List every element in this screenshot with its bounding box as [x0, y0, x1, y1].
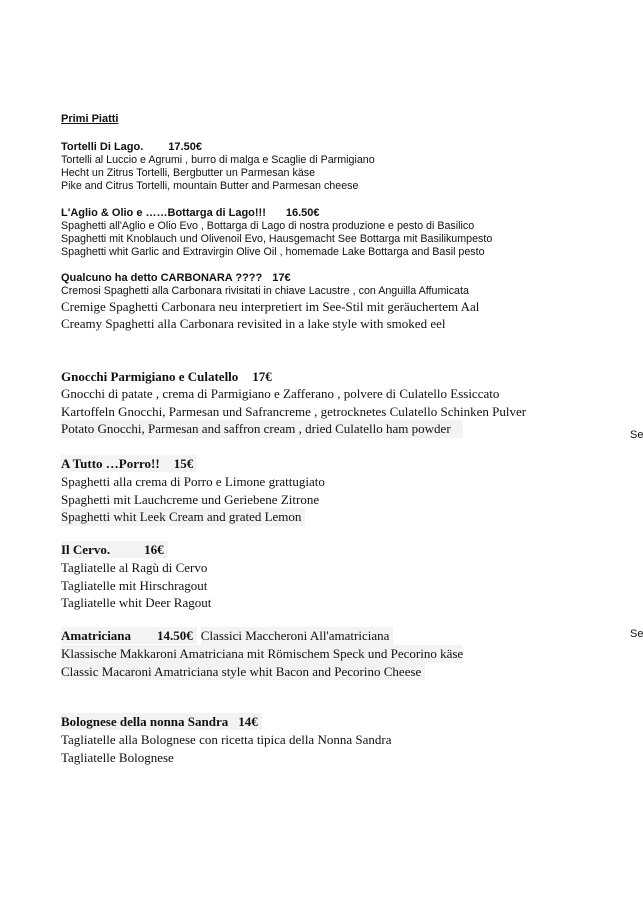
dish-bolognese [61, 713, 391, 766]
dish-price: 17€ [272, 272, 291, 284]
dish-description-en: Spaghetti whit Garlic and Extravirgin Olive Oil , homemade Lake Bottarga and Basil pesto [61, 245, 485, 258]
dish-description-de: Kartoffeln Gnocchi, Parmesan und Safrancreme , getrocknetes Culatello Schinken Pulver [61, 403, 527, 419]
margin-mark: Se [630, 429, 643, 441]
dish-description-it: Spaghetti all'Aglio e Olio Evo , Bottarga di Lago di nostra produzione e pesto di Basilico [61, 220, 475, 232]
dish-name: Qualcuno ha detto CARBONARA ???? [61, 272, 263, 284]
dish-name: Il Cervo. [61, 542, 111, 557]
dish-description-de: Spaghetti mit Lauchcreme und Geriebene Zitrone [61, 491, 320, 507]
dish-description-de: Tagliatelle mit Hirschragout [61, 577, 208, 593]
dish-price: 17.50€ [168, 141, 202, 153]
dish-heading [61, 713, 262, 730]
dish-price: 15€ [173, 456, 194, 471]
dish-description-de: Klassische Makkaroni Amatriciana mit Römischem Speck und Pecorino käse [61, 646, 464, 661]
dish-name: Gnocchi Parmigiano e Culatello [61, 369, 239, 384]
dish-description-en: Creamy Spaghetti alla Carbonara revisited in a lake style with smoked eel [61, 316, 446, 332]
dish-description-it: Tagliatelle alla Bolognese con ricetta tipica della Nonna Sandra [61, 732, 392, 747]
dish-description-en: Spaghetti whit Leek Cream and grated Lemon [61, 508, 305, 526]
dish-heading [61, 627, 197, 644]
dish-cervo [61, 541, 211, 612]
dish-carbonara [61, 272, 479, 333]
dish-description-en: Classic Macaroni Amatriciana style whit Bacon and Pecorino Cheese [61, 663, 425, 681]
dish-price: 16€ [144, 542, 164, 557]
dish-heading [61, 207, 492, 220]
dish-description-it: Cremosi Spaghetti alla Carbonara rivisitati in chiave Lacustre , con Anguilla Affumicata [61, 285, 469, 297]
dish-description-it: Spaghetti alla crema di Porro e Limone grattugiato [61, 474, 325, 489]
dish-aglio-olio [61, 207, 492, 258]
dish-name: A Tutto …Porro!! [61, 456, 160, 471]
dish-gnocchi [61, 368, 526, 438]
dish-price: 14€ [238, 714, 258, 729]
dish-tortelli [61, 141, 375, 192]
dish-price: 14.50€ [157, 628, 193, 643]
dish-description-en: Potato Gnocchi, Parmesan and saffron cream , dried Culatello ham powder [61, 420, 463, 438]
dish-description-en: Pike and Citrus Tortelli, mountain Butter and Parmesan cheese [61, 179, 359, 192]
dish-description-it: Tortelli al Luccio e Agrumi , burro di malga e Scaglie di Parmigiano [61, 154, 375, 166]
dish-description-de: Spaghetti mit Knoblauch und Olivenoil Evo, Hausgemacht See Bottarga mit Basilikumpesto [61, 232, 493, 245]
dish-description-en: Tagliatelle whit Deer Ragout [61, 595, 212, 610]
dish-heading [61, 541, 168, 558]
dish-description-de: Cremige Spaghetti Carbonara neu interpretiert im See-Stil mit geräuchertem Aal [61, 298, 480, 314]
dish-description-it: Tagliatelle al Ragù di Cervo [61, 560, 208, 575]
dish-heading [61, 368, 526, 385]
dish-price: 17€ [252, 369, 272, 384]
dish-description-it: Gnocchi di patate , crema di Parmigiano e Zafferano , polvere di Culatello Essiccato [61, 386, 500, 401]
dish-name: Bolognese della nonna Sandra [61, 714, 229, 729]
dish-porro [61, 455, 325, 526]
margin-mark: Se [630, 628, 643, 640]
dish-heading [61, 272, 479, 285]
dish-description-de: Tagliatelle Bolognese [61, 749, 174, 765]
dish-name: Tortelli Di Lago. [61, 141, 144, 153]
dish-heading [61, 141, 375, 154]
section-title: Primi Piatti [61, 113, 119, 125]
dish-description-it: Classici Maccheroni All'amatriciana [201, 627, 394, 645]
dish-amatriciana [61, 627, 463, 681]
dish-name: L'Aglio & Olio e ……Bottarga di Lago!!! [61, 207, 266, 219]
dish-description-de: Hecht un Zitrus Tortelli, Bergbutter un Parmesan käse [61, 166, 316, 179]
dish-price: 16.50€ [285, 207, 320, 219]
dish-heading [61, 455, 197, 472]
dish-name: Amatriciana [61, 628, 132, 643]
